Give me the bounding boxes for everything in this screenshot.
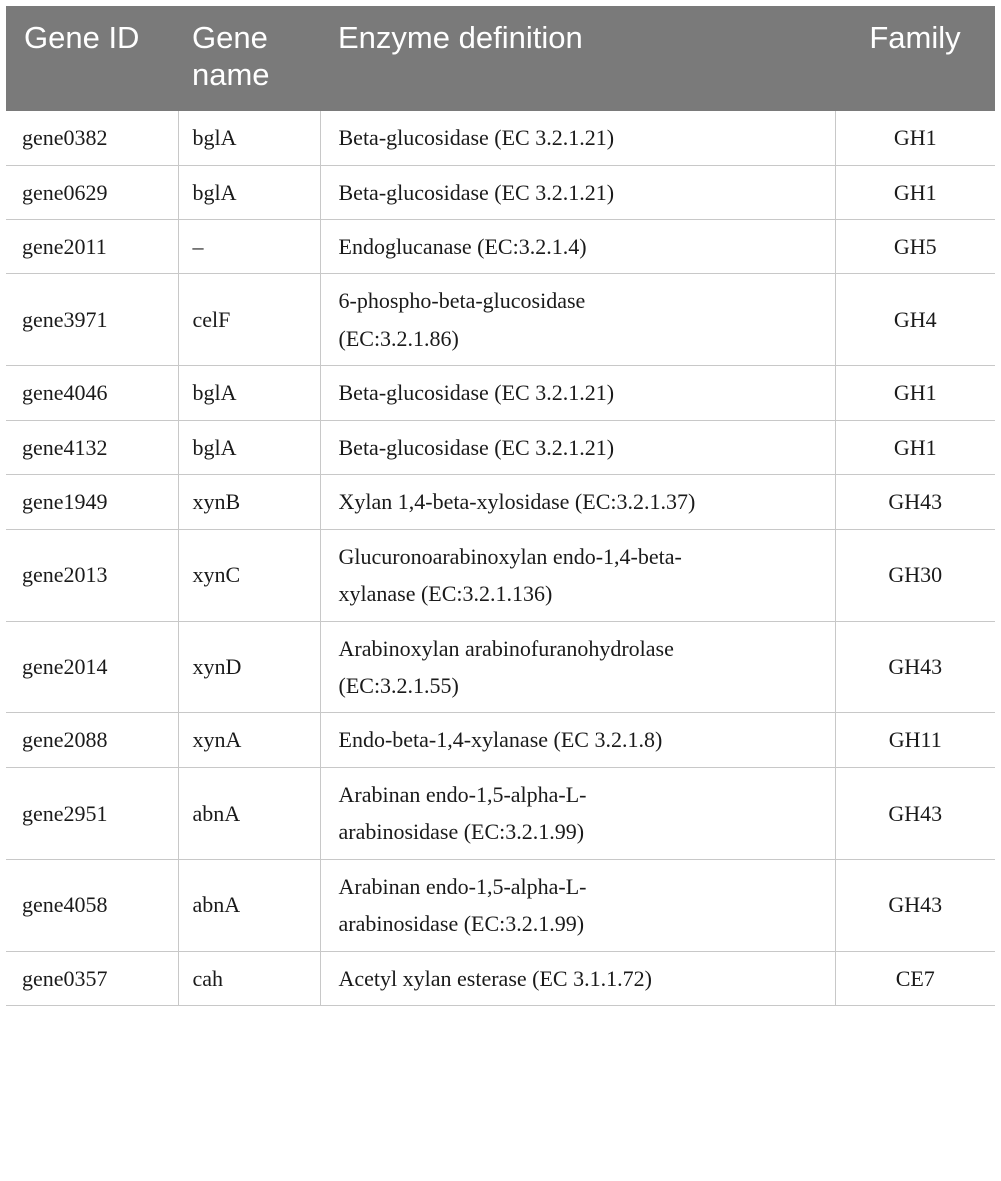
cell-enzyme-definition <box>320 165 835 219</box>
cell-enzyme-definition <box>320 220 835 274</box>
cell-gene-id: gene4058 <box>6 859 178 951</box>
cell-gene-name: bglA <box>178 366 320 420</box>
cell-gene-name: xynA <box>178 713 320 767</box>
enzyme-definition-line: arabinosidase (EC:3.2.1.99) <box>338 911 585 937</box>
enzyme-definition-line: Arabinan endo-1,5-alpha-L- <box>338 873 587 899</box>
cell-gene-id: gene4132 <box>6 420 178 474</box>
enzyme-definition-line: Arabinoxylan arabinofuranohydrolase <box>338 635 674 661</box>
table-row <box>6 859 995 951</box>
cell-family: GH1 <box>835 420 995 474</box>
table-row <box>6 366 995 420</box>
cell-gene-id: gene2088 <box>6 713 178 767</box>
enzyme-definition-line: Beta-glucosidase (EC 3.2.1.21) <box>338 434 615 460</box>
enzyme-definition-line: Xylan 1,4-beta-xylosidase (EC:3.2.1.37) <box>338 489 696 515</box>
table-row <box>6 274 995 366</box>
cell-gene-name: bglA <box>178 111 320 165</box>
enzyme-definition-line: (EC:3.2.1.55) <box>338 672 459 698</box>
column-header-enzyme-definition: Enzyme definition <box>320 6 835 111</box>
cell-family: GH5 <box>835 220 995 274</box>
cell-gene-name: abnA <box>178 767 320 859</box>
enzyme-definition-line: arabinosidase (EC:3.2.1.99) <box>338 819 585 845</box>
cell-enzyme-definition <box>320 420 835 474</box>
cell-gene-id: gene0629 <box>6 165 178 219</box>
table-header <box>6 6 995 111</box>
cell-family: GH1 <box>835 111 995 165</box>
table-body <box>6 111 995 1005</box>
table-row <box>6 951 995 1005</box>
table-row <box>6 475 995 529</box>
cell-gene-name: – <box>178 220 320 274</box>
cell-gene-name: bglA <box>178 165 320 219</box>
cell-gene-name: abnA <box>178 859 320 951</box>
cell-gene-id: gene2013 <box>6 529 178 621</box>
cell-family: CE7 <box>835 951 995 1005</box>
table-row <box>6 165 995 219</box>
table-header-row <box>6 6 995 111</box>
enzyme-definition-line: 6-phospho-beta-glucosidase <box>338 288 586 314</box>
cell-family: GH43 <box>835 621 995 713</box>
enzyme-definition-line: (EC:3.2.1.86) <box>338 325 459 351</box>
table-row <box>6 220 995 274</box>
cell-family: GH43 <box>835 475 995 529</box>
cell-enzyme-definition <box>320 951 835 1005</box>
enzyme-definition-line: Beta-glucosidase (EC 3.2.1.21) <box>338 179 615 205</box>
enzyme-definition-line: Endoglucanase (EC:3.2.1.4) <box>338 234 587 260</box>
table-row <box>6 529 995 621</box>
cell-gene-id: gene4046 <box>6 366 178 420</box>
cell-enzyme-definition <box>320 274 835 366</box>
gene-annotation-table <box>6 6 995 1006</box>
cell-enzyme-definition <box>320 475 835 529</box>
cell-gene-name: bglA <box>178 420 320 474</box>
enzyme-definition-line: Beta-glucosidase (EC 3.2.1.21) <box>338 125 615 151</box>
table-row <box>6 767 995 859</box>
cell-gene-id: gene0382 <box>6 111 178 165</box>
cell-gene-name: celF <box>178 274 320 366</box>
enzyme-definition-line: Endo-beta-1,4-xylanase (EC 3.2.1.8) <box>338 727 663 753</box>
cell-enzyme-definition <box>320 529 835 621</box>
column-header-gene-id: Gene ID <box>6 6 178 111</box>
enzyme-definition-line: Acetyl xylan esterase (EC 3.1.1.72) <box>338 965 652 991</box>
cell-gene-name: xynD <box>178 621 320 713</box>
table-row <box>6 621 995 713</box>
cell-family: GH1 <box>835 165 995 219</box>
cell-gene-id: gene1949 <box>6 475 178 529</box>
column-header-gene-name: Gene name <box>178 6 320 111</box>
enzyme-definition-line: Beta-glucosidase (EC 3.2.1.21) <box>338 380 615 406</box>
cell-family: GH1 <box>835 366 995 420</box>
cell-family: GH43 <box>835 859 995 951</box>
cell-gene-id: gene0357 <box>6 951 178 1005</box>
cell-gene-name: xynC <box>178 529 320 621</box>
cell-gene-id: gene2014 <box>6 621 178 713</box>
cell-family: GH11 <box>835 713 995 767</box>
cell-enzyme-definition <box>320 111 835 165</box>
table-row <box>6 420 995 474</box>
cell-gene-id: gene2011 <box>6 220 178 274</box>
cell-family: GH43 <box>835 767 995 859</box>
cell-enzyme-definition <box>320 767 835 859</box>
cell-enzyme-definition <box>320 366 835 420</box>
column-header-family: Family <box>835 6 995 111</box>
cell-gene-id: gene2951 <box>6 767 178 859</box>
enzyme-definition-line: Arabinan endo-1,5-alpha-L- <box>338 781 587 807</box>
cell-enzyme-definition <box>320 713 835 767</box>
cell-gene-name: xynB <box>178 475 320 529</box>
cell-family: GH30 <box>835 529 995 621</box>
table-row <box>6 713 995 767</box>
cell-gene-name: cah <box>178 951 320 1005</box>
enzyme-definition-line: xylanase (EC:3.2.1.136) <box>338 581 553 607</box>
cell-gene-id: gene3971 <box>6 274 178 366</box>
cell-enzyme-definition <box>320 621 835 713</box>
cell-enzyme-definition <box>320 859 835 951</box>
cell-family: GH4 <box>835 274 995 366</box>
table-row <box>6 111 995 165</box>
enzyme-definition-line: Glucuronoarabinoxylan endo-1,4-beta- <box>338 543 682 569</box>
